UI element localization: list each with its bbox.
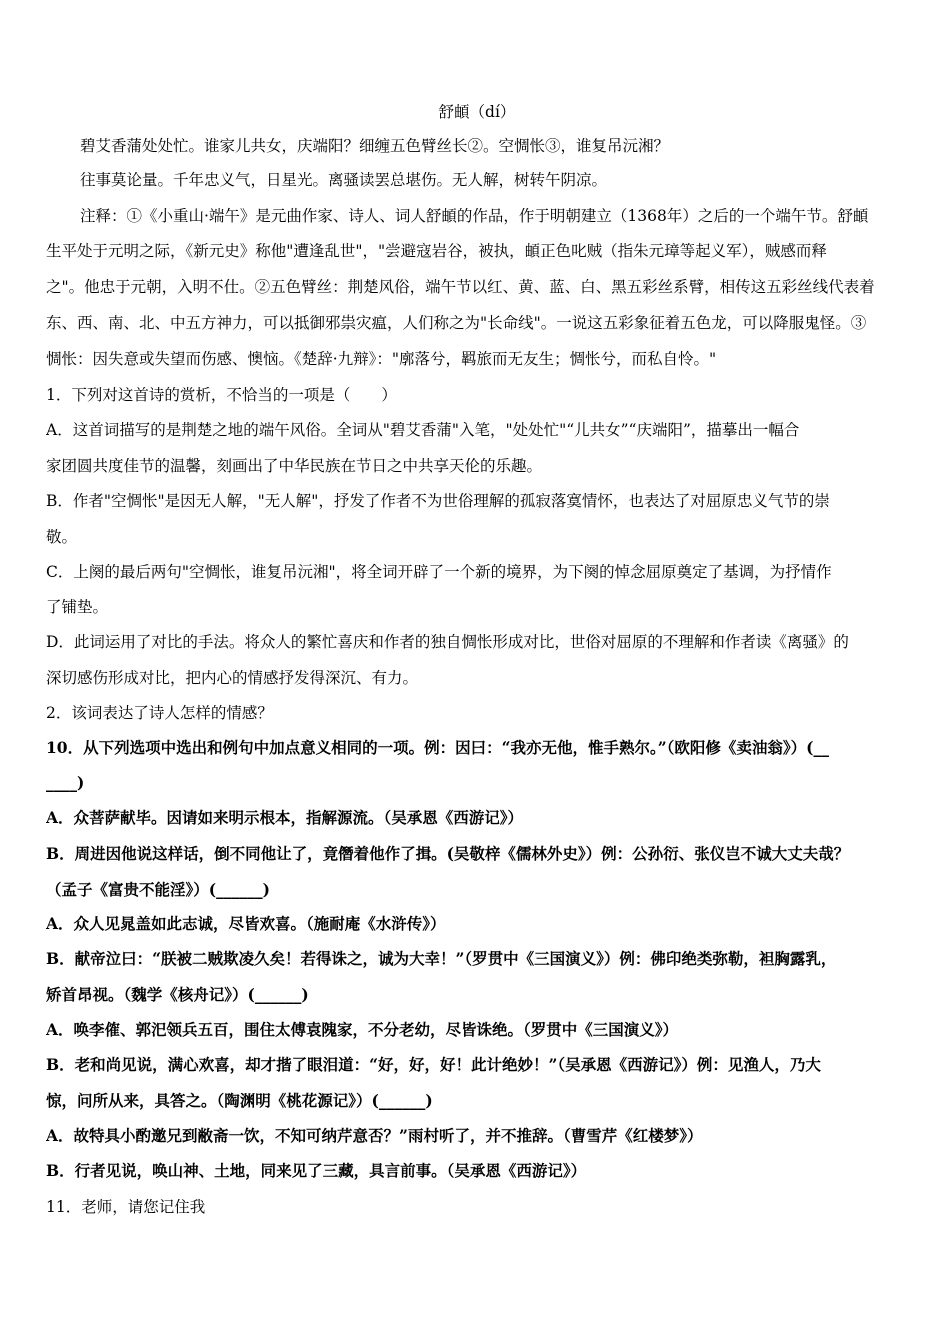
question-1-option-b: B．作者"空惆怅"是因无人解，"无人解"，抒发了作者不为世俗理解的孤寂落寞情怀，也表达了对屈原忠义气节的崇 xyxy=(46,492,830,510)
question-1-option-d: D．此词运用了对比的手法。将众人的繁忙喜庆和作者的独自惆怅形成对比，世俗对屈原的不理解和作者读《离骚》的 xyxy=(46,633,849,651)
question-10-line-7: B．献帝泣曰：“朕被二贼欺凌久矣！若得诛之，诚为大幸！”（罗贯中《三国演义》）例：佛印绝类弥勒，袒胸露乳， xyxy=(46,949,837,968)
question-10-line-6: A．众人见晁盖如此志诚，尽皆欢喜。（施耐庵《水浒传》） xyxy=(46,914,446,933)
note-line-3: 之"。他忠于元朝，入明不仕。②五色臂丝：荆楚风俗，端午节以红、黄、蓝、白、黑五彩丝系臂，相传这五彩丝线代表着 xyxy=(46,278,875,296)
question-10-line-5: （孟子《富贵不能淫》）(______) xyxy=(46,880,270,899)
question-1-stem: 1．下列对这首诗的赏析，不恰当的一项是（ ） xyxy=(46,386,397,404)
question-10-line-9: A．唤李傕、郭汜领兵五百，围住太傅袁隗家，不分老幼，尽皆诛绝。（罗贯中《三国演义》） xyxy=(46,1020,679,1039)
note-line-5: 惆怅：因失意或失望而伤感、懊恼。《楚辞·九辩》："廓落兮，羁旅而无友生；惆怅兮，而私自怜。" xyxy=(46,350,717,368)
poem-line-2: 往事莫论量。千年忠义气，日星光。离骚读罢总堪伤。无人解，树转午阴凉。 xyxy=(80,171,608,189)
poem-title: 舒頔（dí） xyxy=(438,103,516,121)
question-1-option-c: C．上阕的最后两句"空惆怅，谁复吊沅湘"，将全词开辟了一个新的境界，为下阕的悼念屈原奠定了基调，为抒情作 xyxy=(46,563,832,581)
question-10-line-3: A．众菩萨献毕。因请如来明示根本，指解源流。（吴承恩《西游记》） xyxy=(46,808,524,827)
question-10-line-10: B．老和尚见说，满心欢喜，却才揩了眼泪道：“好，好，好！此计绝妙！”（吴承恩《西游记》）例：见渔人，乃大 xyxy=(46,1055,821,1074)
question-10-line-12: A．故特具小酌邀兄到敝斋一饮，不知可纳芹意否？”雨村听了，并不推辞。（曹雪芹《红楼梦》） xyxy=(46,1126,703,1145)
question-1-option-a-cont: 家团圆共度佳节的温馨，刻画出了中华民族在节日之中共享天伦的乐趣。 xyxy=(46,457,543,475)
question-1-option-a: A．这首词描写的是荆楚之地的端午风俗。全词从"碧艾香蒲"入笔，"处处忙"“儿共女”“庆端阳”，描摹出一幅合 xyxy=(46,421,800,439)
note-line-1: 注释：①《小重山·端午》是元曲作家、诗人、词人舒頔的作品，作于明朝建立（1368年）之后的一个端午节。舒頔 xyxy=(80,207,869,225)
question-10-stem: 10．从下列选项中选出和例句中加点意义相同的一项。例：因曰：“我亦无他，惟手熟尔。”（欧阳修《卖油翁》）(__ xyxy=(46,738,829,757)
question-10-line-4: B．周进因他说这样话，倒不同他让了，竟僭着他作了揖。(吴敬梓《儒林外史》）例：公孙衍、张仪岂不诚大丈夫哉？ xyxy=(46,844,850,863)
note-line-4: 东、西、南、北、中五方神力，可以抵御邪祟灾瘟，人们称之为"长命线"。一说这五彩象征着五色龙，可以降服鬼怪。③ xyxy=(46,314,867,332)
question-1-option-c-cont: 了铺垫。 xyxy=(46,598,109,616)
question-10-line-11: 惊，问所从来，具答之。（陶渊明《桃花源记》）(______) xyxy=(46,1091,433,1110)
note-line-2: 生平处于元明之际，《新元史》称他"遭逢乱世"，"尝避寇岩谷，被执，頔正色叱贼（指朱元璋等起义军），贼感而释 xyxy=(46,242,827,260)
question-1-option-b-cont: 敬。 xyxy=(46,528,78,546)
question-2-stem: 2．该词表达了诗人怎样的情感？ xyxy=(46,704,273,722)
poem-line-1: 碧艾香蒲处处忙。谁家儿共女，庆端阳？细缠五色臂丝长②。空惆怅③，谁复吊沅湘？ xyxy=(80,137,670,155)
question-10-line-13: B．行者见说，唤山神、土地，同来见了三藏，具言前事。（吴承恩《西游记》） xyxy=(46,1161,587,1180)
question-11-stem: 11．老师，请您记住我 xyxy=(46,1198,206,1216)
question-10-blank: ____) xyxy=(46,773,85,792)
question-10-line-8: 矫首昂视。（魏学《核舟记》）(______) xyxy=(46,985,309,1004)
question-1-option-d-cont: 深切感伤形成对比，把内心的情感抒发得深沉、有力。 xyxy=(46,669,419,687)
